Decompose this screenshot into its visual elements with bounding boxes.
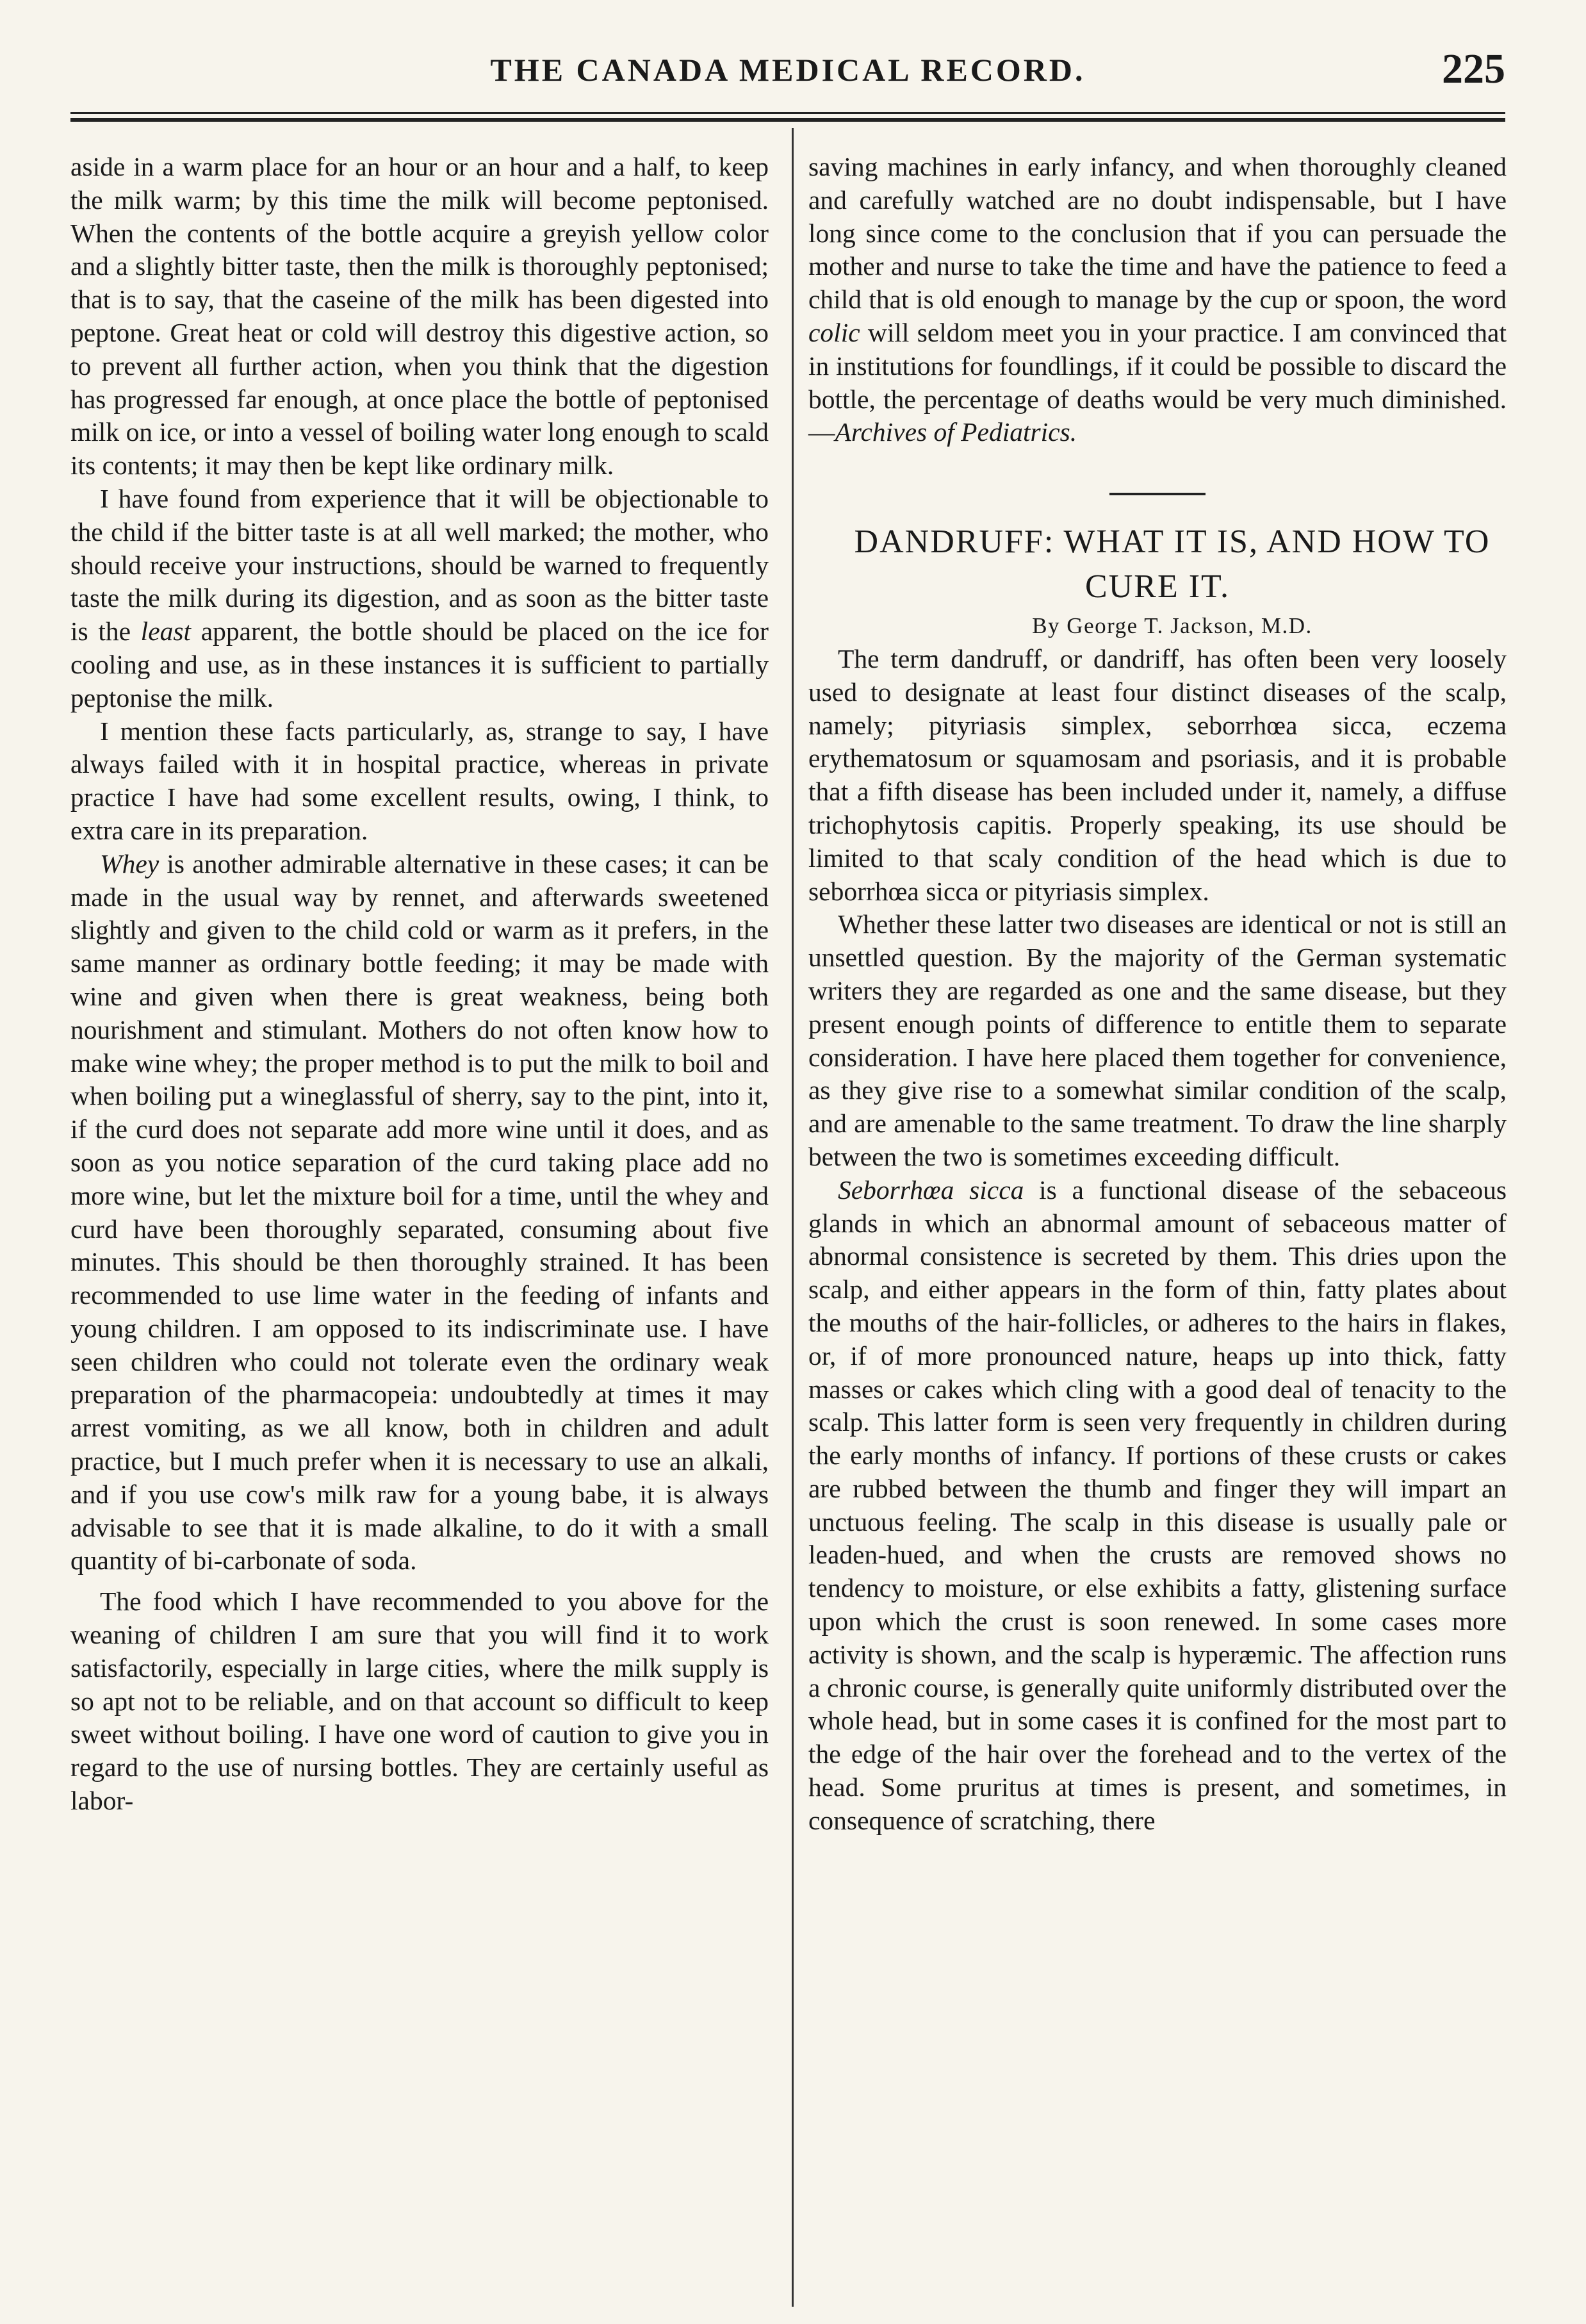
column-divider (792, 128, 794, 2307)
paragraph: I mention these facts particularly, as, strange to say, I have always failed with it in hospital practice, whereas in private practice I have had some excellent results, owing, I think, to extra care in its preparation. (70, 716, 769, 845)
paragraph (70, 848, 769, 1578)
text-run: is another admirable alternative in these cases; it can be made in the usual way by rennet, and afterwards sweetened slightly and given to the child cold or warm as it prefers, in the same manner as ordinary bottle feeding; it may be made with wine and given when there is great weakness, being both nourishment and stimulant. Mothers do not often know how to make wine whey; the proper method is to put the milk to boil and when boiling put a wineglassful of sherry, say to the pint, into it, if the curd does not separate add more wine until it does, and as soon as you notice separation of the curd taking place add no more wine, but let the mixture boil for a time, until the whey and curd have been thoroughly separated, consuming about five minutes. This should be then thoroughly strained. It has been recommended to use lime water in the feeding of infants and young children. I am opposed to its indiscriminate use. I have seen children who could not tolerate even the ordinary weak preparation of the pharmacopeia: undoubtedly at times it may arrest vomiting, as we all know, both in children and adult practice, but I much prefer when it is necessary to use an alkali, and if you use cow's milk raw for a young babe, it is always advisable to see that it is made alkaline, to do it with a small quantity of bi-carbonate of soda. (70, 848, 769, 1576)
paragraph (70, 482, 769, 715)
text-run: will seldom meet you in your practice. I am convinced that in institutions for foundlings, if it could be possible to discard the bottle, the percentage of deaths would be very much diminished.— (808, 317, 1507, 447)
left-column (70, 151, 769, 1818)
paragraph: The food which I have recommended to you above for the weaning of children I am sure that you will find it to work satisfactorily, especially in large cities, where the milk supply is so apt not to be reliable, and on that account so difficult to keep sweet without boiling. I have one word of caution to give you in regard to the use of nursing bottles. They are certainly useful as labor- (70, 1586, 769, 1816)
text-run: apparent, the bottle should be placed on the ice for cooling and use, as in these instances it is sufficient to partially peptonise the milk. (70, 616, 769, 713)
paragraph: The term dandruff, or dandriff, has often been very loosely used to designate at least four distinct diseases of the scalp, namely; pityriasis simplex, seborrhœa sicca, eczema erythematosum or squamosam and psoriasis, and it is probable that a fifth disease has been included under it, namely, a diffuse trichophytosis capitis. Properly speaking, its use should be limited to that scaly condition of the head which is due to seborrhœa sicca or pityriasis simplex. (808, 643, 1507, 906)
right-column (808, 151, 1507, 1838)
citation-source: Archives of Pediatrics. (835, 417, 1077, 447)
paragraph (808, 151, 1507, 449)
header-rule-thin (70, 112, 1505, 114)
page-header (70, 45, 1505, 103)
paragraph: Whether these latter two diseases are identical or not is still an unsettled question. By the majority of the German systematic writers they are regarded as one and the same disease, but they present enough points of difference to entitle them to separate consideration. I have here placed them together for convenience, as they give rise to a somewhat similar condition of the scalp, and are amenable to the same treatment. To draw the line sharply between the two is sometimes exceeding difficult. (808, 909, 1507, 1171)
text-run: saving machines in early infancy, and when thoroughly cleaned and carefully watched are no doubt indispensable, but I have long since come to the conclusion that if you can persuade the mother and nurse to take the time and have the patience to feed a child that is old enough to manage by the cup or spoon, the word (808, 152, 1507, 315)
header-rule-thick (70, 118, 1505, 122)
text-run: is a functional disease of the sebaceous glands in which an abnormal amount of sebaceous matter of abnormal consistence is secreted by them. This dries upon the scalp, and either appears in the form of thin, fatty plates about the mouths of the hair-follicles, or adheres to the hairs in flakes, or, if of more pronounced nature, heaps up into thick, fatty masses or cakes which cling with a good deal of tenacity to the scalp. This latter form is seen very frequently in children during the early months of infancy. If portions of these crusts or cakes are rubbed between the thumb and finger they will impart an unctuous feeling. The scalp in this disease is usually pale or leaden-hued, and when the crusts are removed shows no tendency to moisture, or else exhibits a fatty, glistening surface upon which the crust is soon renewed. In some cases more activity is shown, and the scalp is hyperæmic. The affection runs a chronic course, is generally quite uniformly distributed over the whole head, but in some cases it is confined for the most part to the edge of the hair over the forehead and to the vertex of the head. Some pruritus at times is present, and sometimes, in consequence of scratching, there (808, 1174, 1507, 1835)
article-title-line: DANDRUFF: WHAT IT IS, AND HOW TO (854, 523, 1491, 561)
italic-term: Seborrhœa sicca (838, 1174, 1024, 1205)
italic-term: Whey (100, 848, 159, 878)
journal-title: THE CANADA MEDICAL RECORD. (490, 52, 1086, 88)
section-separator (1109, 493, 1206, 495)
article-byline: By George T. Jackson, M.D. (1032, 613, 1312, 639)
italic-term: least (140, 616, 192, 647)
text-run: I have found from experience that it will be objectionable to the child if the bitter taste is at all well marked; the mother, who should receive your instructions, should be warned to frequently taste the milk during its digestion, and as soon as the bitter taste is the (70, 483, 769, 647)
paragraph: aside in a warm place for an hour or an hour and a half, to keep the milk warm; by this time the milk will become peptonised. When the contents of the bottle acquire a greyish yellow color and a slightly bitter taste, then the milk is thoroughly peptonised; that is to say, that the caseine of the milk has been digested into peptone. Great heat or cold will destroy this digestive action, so to prevent all further action, when you think that the digestion has progressed far enough, at once place the bottle of peptonised milk on ice, or into a vessel of boiling water long enough to scald its contents; it may then be kept like ordinary milk. (70, 152, 769, 481)
article-title (808, 520, 1507, 609)
paragraph (808, 1174, 1507, 1838)
page-number: 225 (1442, 45, 1505, 92)
italic-term: colic (808, 317, 860, 347)
article-title-line: CURE IT. (1085, 568, 1230, 606)
